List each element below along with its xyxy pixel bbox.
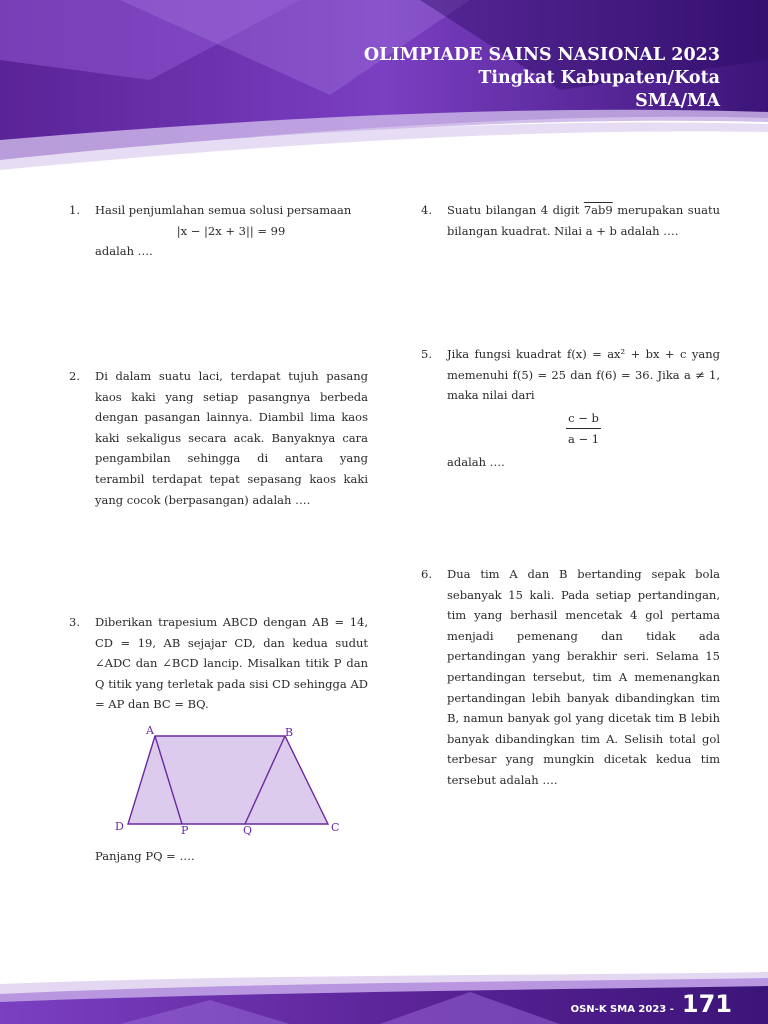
question-text: Jika fungsi kuadrat f(x) = ax² + bx + c yang memenuhi f(5) = 25 dan f(6) = 36. Jika a ≠ 1, maka nilai dari	[447, 347, 720, 403]
question-1	[69, 200, 367, 262]
header-title-block	[364, 44, 720, 113]
trapezoid-figure	[108, 720, 348, 840]
question-3	[69, 612, 368, 715]
header-line-1: OLIMPIADE SAINS NASIONAL 2023	[363, 45, 720, 65]
overlined-number: 7ab9	[583, 203, 613, 217]
question-text	[447, 200, 720, 241]
question-tail: Panjang PQ = ….	[95, 849, 195, 863]
question-3-tail	[95, 846, 368, 867]
question-text: Dua tim A dan B bertanding sepak bola sebanyak 15 kali. Pada setiap pertandingan, tim yang berhasil mencetak 4 gol pertama menjadi pemenang dan tidak ada pertandingan yang berakhir seri. Selama 15 pertandingan tersebut, tim A memenangkan pertandingan lebih banyak dibandingkan tim B, namun banyak gol yang dicetak tim B lebih banyak dibandingkan tim A. Selisih total gol terbesar yang mungkin dicetak kedua tim tersebut adalah ….	[447, 567, 720, 787]
label-p: P	[181, 824, 189, 837]
page-number: 171	[681, 990, 732, 1018]
question-4	[421, 200, 720, 241]
fraction-denominator: a − 1	[567, 432, 600, 447]
question-6	[421, 564, 720, 791]
fraction-block	[447, 408, 720, 450]
question-tail: adalah ….	[95, 244, 153, 259]
text-after: merupakan suatu bilangan kuadrat. Nilai a + b adalah ….	[447, 203, 720, 238]
label-q: Q	[243, 824, 253, 837]
question-text: Diberikan trapesium ABCD dengan AB = 14, CD = 19, AB sejajar CD, dan kedua sudut ∠ADC dan ∠BCD lancip. Misalkan titik P dan Q titik yang terletak pada sisi CD sehingga AD = AP dan BC = BQ.	[95, 615, 368, 712]
text-before: Suatu bilangan 4 digit	[447, 203, 584, 217]
question-2	[69, 366, 368, 510]
label-b: B	[285, 726, 294, 739]
question-number: 6.	[421, 567, 432, 581]
label-a: A	[146, 724, 154, 737]
header-line-2: Tingkat Kabupaten/Kota	[478, 68, 720, 88]
question-5	[421, 344, 720, 473]
label-d: D	[115, 820, 124, 833]
question-tail: adalah ….	[447, 454, 505, 469]
equation: |x − |2x + 3|| = 99	[176, 223, 286, 238]
footer-label: OSN-K SMA 2023 -	[570, 1004, 674, 1015]
question-number: 5.	[421, 347, 432, 361]
label-c: C	[331, 821, 340, 834]
question-number: 2.	[69, 369, 80, 383]
question-text: Di dalam suatu laci, terdapat tujuh pasang kaos kaki yang setiap pasangnya berbeda dengan pasangan lainnya. Diambil lima kaos kaki sekaligus secara acak. Banyaknya cara pengambilan sehingga di antara yang terambil terdapat tepat sepasang kaos kaki yang cocok (berpasangan) adalah ….	[95, 369, 368, 507]
question-number: 1.	[69, 203, 80, 217]
question-text: Hasil penjumlahan semua solusi persamaan	[95, 203, 352, 217]
trapezoid-shape	[128, 736, 328, 824]
fraction	[566, 408, 601, 450]
header-line-3: SMA/MA	[635, 91, 720, 111]
footer-info	[571, 990, 732, 1018]
question-number: 3.	[69, 615, 80, 629]
fraction-numerator: c − b	[566, 408, 601, 430]
question-number: 4.	[421, 203, 432, 217]
